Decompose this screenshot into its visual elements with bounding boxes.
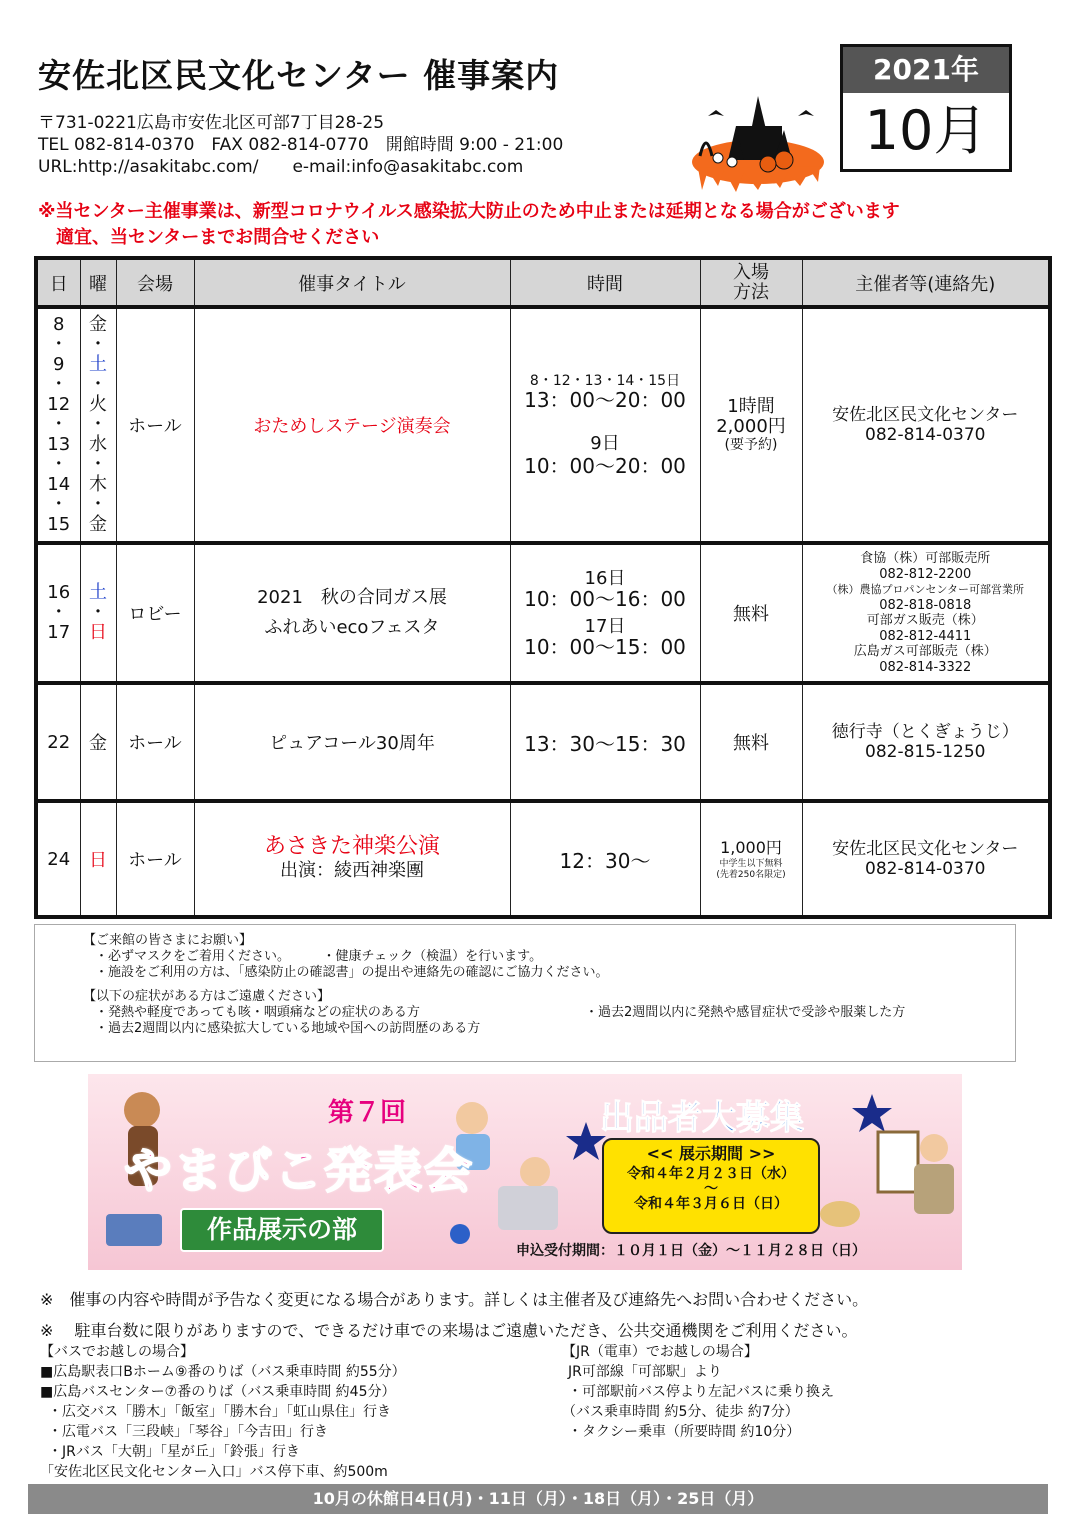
event-entry (700, 307, 802, 543)
organizer-phone: 082-814-0370 (865, 425, 986, 445)
event-organizer (802, 307, 1050, 543)
event-dows (80, 543, 116, 683)
event-dow: 日 (80, 801, 116, 917)
col-entry-line2: 方法 (733, 281, 769, 303)
organizer-phone: 082-812-2200 (879, 566, 972, 582)
entry-text: (先着250名限定) (716, 870, 786, 880)
banner-subtitle: 作品展示の部 (180, 1208, 384, 1252)
event-day: 24 (36, 801, 80, 917)
event-schedule-table (34, 256, 1052, 919)
dow-sep: ・ (89, 454, 107, 475)
event-time (510, 543, 700, 683)
period-end: 令和４年３月６日（日） (634, 1196, 788, 1212)
dow-item: 日 (89, 622, 107, 643)
day-item: 17 (47, 622, 71, 643)
time-label: 9日 (590, 433, 620, 454)
time-label: 17日 (584, 616, 626, 637)
event-title: ピュアコール30周年 (194, 683, 510, 801)
access-by-train (562, 1342, 834, 1442)
organizer-name: （株）農協プロパンセンター可部営業所 (826, 583, 1025, 596)
organizer-name: 広島ガス可部販売（株） (853, 644, 997, 659)
event-entry: 無料 (700, 543, 802, 683)
access-item: ■広島駅表口Bホーム⑨番のりば（バス乗車時間 約55分） (40, 1364, 406, 1380)
organizer-name: 徳行寺（とくぎょうじ） (831, 722, 1019, 742)
time-label: 8・12・13・14・15日 (529, 373, 681, 389)
event-dows (80, 307, 116, 543)
tel-fax-hours: TEL 082-814-0370 FAX 082-814-0770 開館時間 9:00 - 21:00 (38, 135, 564, 155)
covid-warning (38, 199, 900, 251)
notice-item: ・施設をご利用の方は、「感染防止の確認書」の提出や連絡先の確認にご協力ください。 (95, 965, 609, 980)
notice-heading: 【ご来館の皆さまにお願い】 (83, 933, 253, 948)
day-item: 13 (47, 434, 71, 455)
dow-item: 火 (89, 394, 107, 415)
col-entry (700, 258, 802, 307)
time-range: 10：00～20：00 (524, 454, 686, 478)
page-title: 安佐北区民文化センター 催事案内 (38, 56, 560, 95)
event-title (194, 543, 510, 683)
event-entry (700, 801, 802, 917)
organizer-name: 安佐北区民文化センター (832, 405, 1019, 425)
day-item: 14 (47, 474, 71, 495)
date-box (840, 44, 1012, 172)
address: 〒731-0221広島市安佐北区可部7丁目28-25 (38, 113, 385, 133)
event-entry: 無料 (700, 683, 802, 801)
access-item: ・タクシー乗車（所要時間 約10分） (568, 1424, 801, 1440)
notice-item: ・必ずマスクをご着用ください。 ・健康チェック（検温）を行います。 (95, 949, 543, 964)
table-row (36, 543, 1050, 683)
banner-round: 第７回 (328, 1098, 407, 1128)
notice-heading: 【以下の症状がある方はご遠慮ください】 (83, 989, 331, 1004)
organizer-phone: 082-815-1250 (865, 742, 986, 762)
event-dow: 金 (80, 683, 116, 801)
note-item: ※ 催事の内容や時間が予告なく変更になる場合があります。詳しくは主催者及び連絡先へお問い合わせください。 (40, 1290, 869, 1309)
dow-item: 木 (89, 474, 107, 495)
time-range: 13：00～20：00 (524, 388, 686, 412)
event-title (194, 801, 510, 917)
event-title-line: ふれあいecoフェスタ (264, 617, 440, 638)
period-tilde: ～ (704, 1181, 718, 1197)
day-sep: ・ (49, 414, 68, 435)
notice-item: ・過去2週間以内に感染拡大している地域や国への訪問歴のある方 (95, 1021, 481, 1036)
notice-item: ・過去2週間以内に発熱や感冒症状で受診や服薬した方 (585, 1005, 906, 1020)
event-days (36, 543, 80, 683)
col-title: 催事タイトル (194, 258, 510, 307)
event-venue: ホール (116, 683, 194, 801)
dow-sep: ・ (89, 374, 107, 395)
access-heading: 【JR（電車）でお越しの場合】 (562, 1344, 758, 1360)
day-item: 9 (53, 354, 65, 375)
warning-line-1: ※当センター主催事業は、新型コロナウイルス感染拡大防止のため中止または延期となる場合がございます (38, 201, 900, 222)
period-start: 令和４年２月２３日（水） (627, 1166, 795, 1182)
banner-title: やまびこ発表会 (124, 1143, 475, 1199)
organizer-phone: 082-814-3322 (879, 659, 972, 675)
event-time: 13：30～15：30 (510, 683, 700, 801)
event-venue: ロビー (116, 543, 194, 683)
dow-item: 土 (89, 582, 107, 603)
access-item: ・広交バス「勝木」「飯室」「勝木台」「虹山県住」行き (48, 1404, 391, 1420)
application-period: 申込受付期間：１０月１日（金）～１１月２８日（日） (516, 1243, 866, 1259)
table-row (36, 801, 1050, 917)
exhibition-period (602, 1138, 820, 1234)
closed-days-footer: 10月の休館日4日(月)・11日（月）・18日（月）・25日（月） (28, 1484, 1048, 1514)
entry-text: 2,000円 (716, 416, 786, 437)
access-item: ・広電バス「三段峡」「琴谷」「今吉田」行き (48, 1424, 328, 1440)
access-item: （バス乗車時間 約5分、徒歩 約7分） (562, 1404, 799, 1420)
col-organizer: 主催者等(連絡先) (802, 258, 1050, 307)
entry-text: 1時間 (727, 396, 775, 417)
access-item: 「安佐北区民文化センター入口」バス停下車、約500m (40, 1464, 388, 1480)
warning-line-2: 適宜、当センターまでお問合せください (38, 227, 380, 248)
dow-sep: ・ (89, 494, 107, 515)
event-performer: 出演：綾西神楽團 (280, 860, 424, 881)
access-by-bus (40, 1342, 406, 1482)
organizer-phone: 082-812-4411 (879, 628, 972, 644)
url-email: URL:http://asakitabc.com/ e-mail:info@asakitabc.com (38, 157, 524, 177)
notice-item: ・発熱や軽度であっても咳・咽頭痛などの症状のある方 (95, 1005, 420, 1020)
dow-item: 金 (89, 514, 107, 535)
event-title: おためしステージ演奏会 (194, 307, 510, 543)
day-sep: ・ (49, 454, 68, 475)
entry-text: (要予約) (724, 437, 778, 453)
contact-info (38, 112, 563, 178)
event-day: 22 (36, 683, 80, 801)
table-row (36, 683, 1050, 801)
col-venue: 会場 (116, 258, 194, 307)
event-organizer (802, 543, 1050, 683)
table-header-row (36, 258, 1050, 307)
day-item: 15 (47, 514, 71, 535)
month-label: 10月 (864, 99, 988, 162)
dow-item: 水 (89, 434, 107, 455)
dow-sep: ・ (89, 414, 107, 435)
banner-recruit: 出品者大募集 (600, 1098, 804, 1138)
access-item: JR可部線「可部駅」より (568, 1364, 722, 1380)
day-sep: ・ (49, 334, 68, 355)
time-range: 10：00～16：00 (524, 587, 686, 611)
year-label: 2021年 (843, 47, 1009, 93)
general-notes (40, 1284, 868, 1346)
organizer-name: 安佐北区民文化センター (832, 839, 1019, 859)
event-time (510, 307, 700, 543)
dow-sep: ・ (89, 602, 107, 623)
event-days (36, 307, 80, 543)
dow-item: 金 (89, 314, 107, 335)
day-item: 16 (47, 582, 71, 603)
access-heading: 【バスでお越しの場合】 (40, 1344, 194, 1360)
halloween-illustration (688, 86, 828, 194)
note-item: ※ 駐車台数に限りがありますので、できるだけ車での来場はご遠慮いただき、公共交通機関をご利用ください。 (40, 1321, 858, 1340)
event-time: 12：30～ (510, 801, 700, 917)
access-item: ・可部駅前バス停より左記バスに乗り換え (568, 1384, 834, 1400)
entry-text: 1,000円 (720, 838, 782, 857)
event-title-line: 2021 秋の合同ガス展 (257, 587, 447, 608)
event-venue: ホール (116, 307, 194, 543)
col-day: 日 (36, 258, 80, 307)
entry-text: 中学生以下無料 (719, 859, 783, 869)
dow-item: 土 (89, 354, 107, 375)
event-venue: ホール (116, 801, 194, 917)
day-sep: ・ (49, 494, 68, 515)
col-entry-line1: 入場 (733, 261, 769, 283)
visitor-notice (34, 924, 1016, 1062)
day-sep: ・ (49, 602, 68, 623)
organizer-name: 食協（株）可部販売所 (860, 551, 991, 566)
dow-sep: ・ (89, 334, 107, 355)
col-dow: 曜 (80, 258, 116, 307)
access-item: ・JRバス「大朝」「星が丘」「鈴張」行き (48, 1444, 300, 1460)
event-organizer (802, 683, 1050, 801)
event-organizer (802, 801, 1050, 917)
period-label: << 展示期間 >> (646, 1144, 776, 1163)
yamabiko-banner (88, 1074, 962, 1270)
event-title-line: あさきた神楽公演 (263, 834, 440, 859)
organizer-phone: 082-818-0818 (879, 597, 972, 613)
col-time: 時間 (510, 258, 700, 307)
time-label: 16日 (584, 568, 626, 589)
day-sep: ・ (49, 374, 68, 395)
organizer-name: 可部ガス販売（株） (866, 613, 984, 628)
access-item: ■広島バスセンター⑦番のりば（バス乗車時間 約45分） (40, 1384, 396, 1400)
day-item: 8 (53, 314, 65, 335)
organizer-phone: 082-814-0370 (865, 859, 986, 879)
table-row (36, 307, 1050, 543)
time-range: 10：00～15：00 (524, 635, 686, 659)
day-item: 12 (47, 394, 71, 415)
